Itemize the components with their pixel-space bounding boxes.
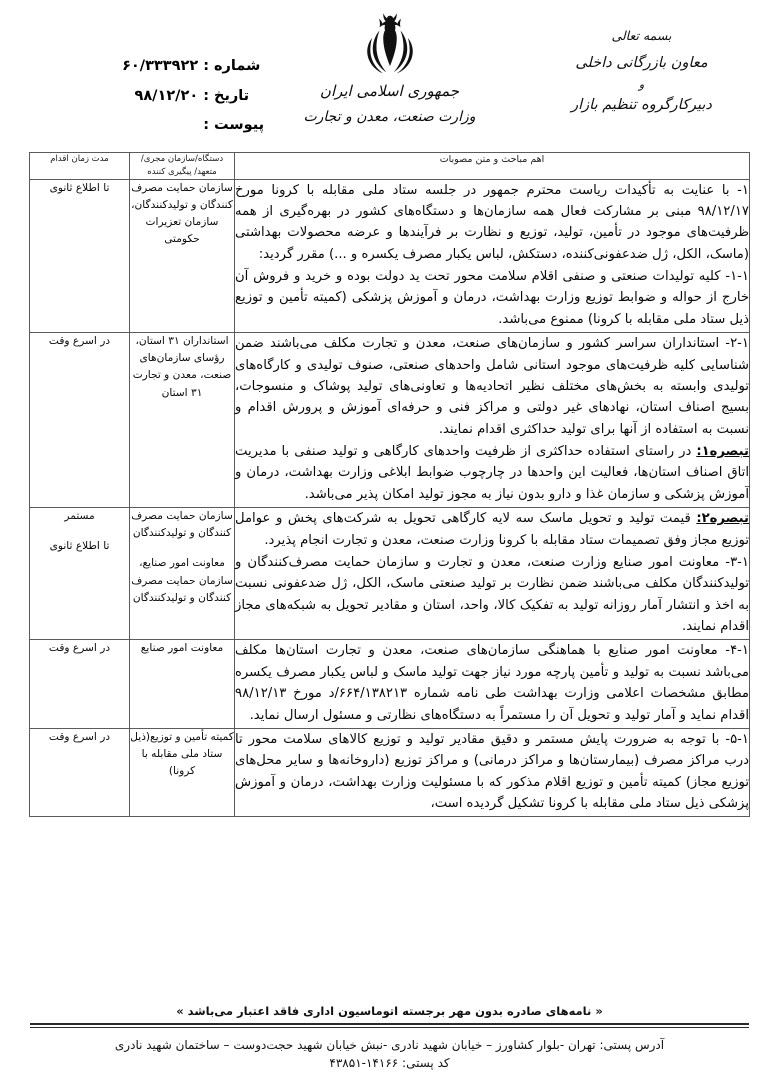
organization-cell-2: استانداران ۳۱ استان، رؤسای سازمان‌های صنعت، معدن و تجارت ۳۱ استان [130,333,235,508]
organization-cell-4: معاونت امور صنایع [130,640,235,729]
duration-cell-5: در اسرع وقت [30,728,130,817]
meta-row-date [34,82,284,112]
iran-emblem-icon [359,12,421,76]
organization-cell-3-a: سازمان حمایت مصرف کنندگان و تولیدکنندگان [131,510,233,540]
duration-cell-1: تا اطلاع ثانوی [30,179,130,333]
resolutions-table-wrapper [29,152,750,817]
paragraph-1-3: ۳-۱- معاونت امور صنایع وزارت صنعت، معدن و تجارت و سازمان حمایت مصرف‌کنندگان و تولیدکنندگان مکلف می‌باشند ضمن نظارت بر تولید صنعتی ماسک، الکل، ژل ضدعفونی نسبت به اخذ و انتشار آمار روزانه تولید به تفکیک کالا، واحد، استان و مقادیر تحویل به شبکه‌های مجاز اقدام نمایند. [235,554,749,634]
table-header-row [30,153,750,180]
column-header-content: اهم مباحث و متن مصوبات [235,153,750,180]
resolution-text-block-5 [235,728,750,817]
duration-cell-4: در اسرع وقت [30,640,130,729]
document-meta [34,52,284,141]
organization-cell-5: کمیته تأمین و توزیع(ذیل ستاد ملی مقابله با کرونا) [130,728,235,817]
footer-postal-code [0,1056,779,1070]
paragraph-1-5: ۵-۱- با توجه به ضرورت پایش مستمر و دقیق مقادیر تولید و توزیع کالاهای سلامت محور تا درب مراکز مصرف (بیمارستان‌ها و مراکز درمانی) و مراکز توزیع (داروخانه‌ها و سایر محل‌های توزیع مجاز) کمیته تأمین و توزیع اقلام مذکور که با مسئولیت وزارت بهداشت، درمان و آموزش پزشکی ذیل ستاد ملی مقابله با کرونا تشکیل گردیده است، [235,731,749,811]
organization-cell-3-b: معاونت امور صنایع، سازمان حمایت مصرف کنندگان و تولیدکنندگان [131,557,233,604]
duration-cell-3-b: تا اطلاع ثانوی [49,540,110,553]
document-header [0,0,779,150]
date-label: تاریخ [214,87,250,104]
ministry-name: وزارت صنعت، معدن و تجارت [303,109,476,125]
column-header-duration: مدت زمان اقدام [30,153,130,180]
postal-value: ۱۴۱۶۶-۴۳۸۵۱ [329,1056,399,1070]
table-row [30,508,750,640]
organization-block [260,12,520,125]
duration-cell-3-a: مستمر [64,510,95,523]
document-footer [0,1004,779,1070]
number-label: شماره [214,58,261,74]
basmala-text: بسمه تعالی [611,28,672,43]
note-1-text: در راستای استفاده حداکثری از ظرفیت واحدهای کارگاهی و تولید صنفی با مدیریت اتاق اصناف استان‌ها، فعالیت این واحدها در چارچوب ضوابط ابلاغی وزارت بهداشت، درمان و آموزش پزشکی و سازمان غذا و دارو بدون نیاز به مجوز تولید امکان پذیر می‌باشد. [235,444,749,502]
paragraph-1-2: ۲-۱- استانداران سراسر کشور و سازمان‌های صنعت، معدن و تجارت مکلف می‌باشند ضمن شناسایی کلیه ظرفیت‌های موجود استانی شامل واحدهای صنعتی، صنوف تولیدی و کارگاه‌های تولیدی وابسته به بخش‌های مختلف نظیر اتحادیه‌ها و تعاونی‌های تولید پوشاک و منسوجات، بسیج اصناف استان، نهادهای غیر دولتی و مراکز فنی و حرفه‌ای آموزش و پرورش اقدام و نسبت به استفاده از آنها برای تولید حداکثری اقدام نمایند. [235,336,749,437]
paragraph-note-2 [235,508,749,551]
duration-cell-2: در اسرع وقت [30,333,130,508]
signer-title-secondary: دبیرکارگروه تنظیم بازار [571,96,712,113]
paragraph-1-4: ۴-۱- معاونت امور صنایع با هماهنگی سازمان‌های صنعت، معدن و تجارت استان‌ها مکلف می‌باشد نسبت به تولید و تأمین پارچه مورد نیاز جهت تولید ماسک و لباس یکبار مصرف یکسره مطابق مشخصات اعلامی وزارت بهداشت طی نامه شماره ۶۶۴/۱۳۸۲۱۳/د مورخ ۹۸/۱۲/۱۳ اقدام نماید و آمار تولید و تحویل آن را مستمراً به دستگاه‌های نظارتی و مسئول ارسال نماید. [235,643,749,723]
duration-cell-3 [30,508,130,640]
resolution-text-block-2 [235,333,750,508]
postal-label: کد پستی: [402,1056,450,1070]
paragraph-1-1: ۱-۱- کلیه تولیدات صنعتی و صنفی اقلام سلامت محور تحت ید دولت بوده و خرید و فروش آن خارج از حواله و ضوابط توزیع وزارت بهداشت، درمان و آموزش پزشکی (کمیته تأمین و توزیع ذیل ستاد ملی مقابله با کرونا) ممنوع می‌باشد. [235,269,749,327]
meta-row-number [34,52,284,82]
table-row [30,179,750,333]
footer-validity-note: « نامه‌های صادره بدون مهر برجسته اتوماسیون اداری فاقد اعتبار می‌باشد » [176,1004,603,1018]
table-row [30,640,750,729]
signer-title-primary: معاون بازرگانی داخلی [575,55,708,72]
table-row [30,728,750,817]
column-header-organization: دستگاه/سازمان مجری/ متعهد/ پیگیری کننده [130,153,235,180]
attachment-label: پیوست [214,117,265,134]
table-row [30,333,750,508]
resolution-text-block-4 [235,640,750,729]
note-1-label: تبصره۱: [696,444,749,459]
number-value: ۶۰/۳۳۳۹۲۲ [122,58,199,74]
number-colon: : [203,58,209,74]
paragraph-note-1 [235,441,749,505]
date-colon: : [203,87,209,104]
signer-conjunction: و [638,77,645,91]
footer-address: آدرس پستی: تهران -بلوار کشاورز – خیابان شهید نادری -نبش خیابان شهید حجت‌دوست – ساختمان شهید نادری [114,1038,665,1052]
meta-row-attachment [34,111,284,141]
paragraph-intro: ۱- با عنایت به تأکیدات ریاست محترم جمهور در جلسه ستاد ملی مقابله با کرونا مورخ ۹۸/۱۲/۱۷ مبنی بر مشارکت فعال همه سازمان‌ها و دستگاه‌های کشور در بهره‌گیری از همه ظرفیت‌های موجود در تأمین، تولید، توزیع و نظارت بر فرآیندها و عرضه محصولات بهداشتی (ماسک، الکل، ژل ضدعفونی‌کننده، دستکش، لباس یکبار مصرف یکسره و ...) مقرر گردید: [235,182,749,262]
resolution-text-block-1 [235,179,750,333]
resolutions-table [29,152,750,817]
date-value: ۹۸/۱۲/۲۰ [134,87,199,104]
footer-divider [30,1023,749,1028]
resolution-text-block-3 [235,508,750,640]
country-name: جمهوری اسلامی ایران [319,82,460,100]
organization-cell-1: سازمان حمایت مصرف کنندگان و تولیدکنندگان، سازمان تعزیرات حکومتی [130,179,235,333]
note-2-label: تبصره۲: [696,511,749,527]
note-2-text: قیمت تولید و تحویل ماسک سه لایه کارگاهی تحویل به شرکت‌های پخش و عوامل توزیع مجاز وفق تصمیمات ستاد مقابله با کرونا وزارت صنعت، معدن و تجارت انجام پذیرد. [235,511,749,548]
organization-cell-3 [130,508,235,640]
attachment-colon: : [203,117,209,134]
signer-block [534,26,749,116]
